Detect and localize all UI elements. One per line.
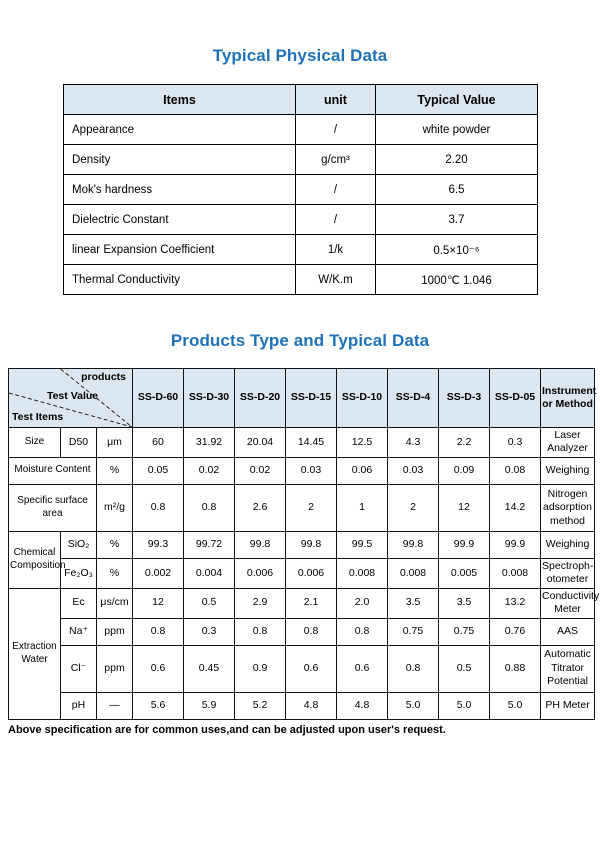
cell-value: 5.6: [133, 692, 184, 719]
cell-instrument-or-method: [541, 692, 595, 719]
cell-value: 2: [286, 484, 337, 531]
cell-value: 0.8: [184, 484, 235, 531]
cell-value: 12: [439, 484, 490, 531]
cell-group-label: Extraction Water: [9, 588, 61, 719]
column-header-product-1: SS-D-30: [184, 369, 235, 428]
cell-unit: W/K.m: [296, 265, 376, 295]
cell-instrument-or-method: [541, 645, 595, 692]
cell-group-label: Size: [9, 428, 61, 458]
instrument-line-2: Meter: [554, 603, 581, 616]
column-header-product-3: SS-D-15: [286, 369, 337, 428]
cell-typical-value: 0.5×10⁻⁶: [376, 235, 538, 265]
corner-label-products: products: [81, 371, 127, 383]
cell-instrument-or-method: [541, 618, 595, 645]
cell-instrument-or-method: [541, 457, 595, 484]
cell-value: 1: [337, 484, 388, 531]
cell-value: 99.8: [286, 531, 337, 558]
cell-value: 31.92: [184, 428, 235, 458]
cell-value: 2.1: [286, 588, 337, 618]
table-row: [64, 175, 538, 205]
table-row: [9, 645, 595, 692]
cell-value: 0.5: [184, 588, 235, 618]
corner-label-test-items: Test Items: [12, 410, 64, 423]
instrument-line-1: Automatic: [544, 648, 591, 661]
column-header-product-5: SS-D-4: [388, 369, 439, 428]
cell-instrument-or-method: [541, 484, 595, 531]
cell-value: 5.2: [235, 692, 286, 719]
page-title-typical-physical-data: Typical Physical Data: [212, 46, 388, 65]
column-header-items: Items: [64, 85, 296, 115]
cell-value: 0.8: [133, 484, 184, 531]
cell-value: 0.75: [388, 618, 439, 645]
column-header-typical-value: Typical Value: [376, 85, 538, 115]
cell-unit: μs/cm: [97, 588, 133, 618]
instrument-line-1: Spectroph-: [542, 559, 594, 572]
cell-value: 12.5: [337, 428, 388, 458]
cell-value: 0.008: [388, 558, 439, 588]
cell-value: 0.6: [133, 645, 184, 692]
cell-value: 12: [133, 588, 184, 618]
table-row: [64, 205, 538, 235]
products-type-and-typical-data-table: [8, 368, 600, 720]
instrument-line-1: AAS: [557, 624, 579, 637]
cell-typical-value: 6.5: [376, 175, 538, 205]
cell-value: 13.2: [490, 588, 541, 618]
cell-value: 0.3: [490, 428, 541, 458]
cell-unit: ppm: [97, 645, 133, 692]
cell-item: Appearance: [64, 115, 296, 145]
cell-value: 0.005: [439, 558, 490, 588]
page-title-products-type-and-typical-data: Products Type and Typical Data: [170, 331, 430, 350]
typical-physical-data-table: [63, 84, 538, 295]
instrument-line-3: Potential: [547, 675, 588, 688]
table-row: [64, 145, 538, 175]
cell-value: 99.72: [184, 531, 235, 558]
cell-value: 0.5: [439, 645, 490, 692]
cell-value: 0.006: [235, 558, 286, 588]
instrument-line-1: Weighing: [545, 464, 590, 477]
cell-value: 0.002: [133, 558, 184, 588]
cell-value: 0.8: [133, 618, 184, 645]
cell-value: 0.09: [439, 457, 490, 484]
cell-value: 4.8: [286, 692, 337, 719]
cell-value: 0.02: [235, 457, 286, 484]
diagonal-corner-header-cell: [9, 369, 133, 428]
instrument-header-line-1: Instrument: [542, 384, 597, 397]
table-row: [9, 531, 595, 558]
column-header-product-0: SS-D-60: [133, 369, 184, 428]
column-header-product-6: SS-D-3: [439, 369, 490, 428]
cell-value: 0.008: [337, 558, 388, 588]
cell-value: 0.8: [388, 645, 439, 692]
cell-typical-value: 1000℃ 1.046: [376, 265, 538, 295]
cell-value: 5.0: [439, 692, 490, 719]
cell-value: 14.45: [286, 428, 337, 458]
table-row: [9, 618, 595, 645]
cell-unit: /: [296, 205, 376, 235]
cell-value: 4.8: [337, 692, 388, 719]
cell-value: 2: [388, 484, 439, 531]
column-header-product-4: SS-D-10: [337, 369, 388, 428]
cell-unit: /: [296, 175, 376, 205]
cell-value: 0.6: [337, 645, 388, 692]
column-header-unit: unit: [296, 85, 376, 115]
cell-value: 0.88: [490, 645, 541, 692]
cell-value: 0.06: [337, 457, 388, 484]
cell-typical-value: 2.20: [376, 145, 538, 175]
cell-unit: ppm: [97, 618, 133, 645]
corner-label-test-value: Test Value: [46, 390, 99, 402]
column-header-instrument-or-method: [541, 369, 595, 428]
cell-unit: %: [97, 558, 133, 588]
cell-group-label: Specific surface area: [9, 484, 97, 531]
cell-value: 2.6: [235, 484, 286, 531]
cell-value: 0.05: [133, 457, 184, 484]
cell-item: linear Expansion Coefficient: [64, 235, 296, 265]
cell-value: 0.6: [286, 645, 337, 692]
cell-value: 20.04: [235, 428, 286, 458]
instrument-line-1: Nitrogen: [547, 487, 588, 500]
cell-typical-value: 3.7: [376, 205, 538, 235]
instrument-line-2: adsorption: [542, 501, 593, 514]
cell-value: 3.5: [439, 588, 490, 618]
cell-value: 0.8: [235, 618, 286, 645]
cell-value: 0.008: [490, 558, 541, 588]
cell-value: 2.0: [337, 588, 388, 618]
cell-value: 4.3: [388, 428, 439, 458]
table-row: [64, 115, 538, 145]
cell-value: 0.08: [490, 457, 541, 484]
cell-value: 0.9: [235, 645, 286, 692]
cell-value: 0.45: [184, 645, 235, 692]
cell-value: 0.03: [388, 457, 439, 484]
cell-instrument-or-method: [541, 428, 595, 458]
cell-value: 3.5: [388, 588, 439, 618]
cell-value: 5.0: [490, 692, 541, 719]
table-row: [9, 457, 595, 484]
cell-unit: /: [296, 115, 376, 145]
table-row: [9, 588, 595, 618]
instrument-line-2: Analyzer: [547, 442, 588, 455]
table-row: [9, 484, 595, 531]
cell-item: Mok's hardness: [64, 175, 296, 205]
products-type-table-wrapper: [8, 368, 600, 720]
cell-group-label: Moisture Content: [9, 457, 97, 484]
cell-value: 99.5: [337, 531, 388, 558]
specification-footnote: Above specification are for common uses,and can be adjusted upon user's request.: [8, 723, 446, 736]
table-row: [9, 692, 595, 719]
cell-sub-label: Na⁺: [61, 618, 97, 645]
cell-value: 99.8: [388, 531, 439, 558]
table-header-row: [64, 85, 538, 115]
cell-group-label: Chemical Composition: [9, 531, 61, 588]
instrument-header-line-2: or Method: [542, 398, 593, 410]
instrument-line-1: Conductivity: [542, 589, 600, 602]
instrument-line-3: method: [550, 514, 586, 527]
table-header-row: [9, 369, 595, 428]
cell-value: 14.2: [490, 484, 541, 531]
cell-sub-label: Ec: [61, 588, 97, 618]
cell-value: 5.9: [184, 692, 235, 719]
cell-item: Thermal Conductivity: [64, 265, 296, 295]
cell-value: 0.8: [337, 618, 388, 645]
cell-instrument-or-method: [541, 558, 595, 588]
cell-unit: —: [97, 692, 133, 719]
cell-value: 0.3: [184, 618, 235, 645]
cell-sub-label: D50: [61, 428, 97, 458]
cell-unit: %: [97, 457, 133, 484]
cell-unit: m²/g: [97, 484, 133, 531]
cell-unit: g/cm³: [296, 145, 376, 175]
cell-value: 99.9: [490, 531, 541, 558]
cell-value: 99.3: [133, 531, 184, 558]
cell-sub-label: Cl⁻: [61, 645, 97, 692]
cell-sub-label: pH: [61, 692, 97, 719]
cell-value: 60: [133, 428, 184, 458]
cell-value: 99.9: [439, 531, 490, 558]
cell-unit: 1/k: [296, 235, 376, 265]
cell-value: 0.03: [286, 457, 337, 484]
cell-unit: %: [97, 531, 133, 558]
cell-value: 0.006: [286, 558, 337, 588]
table-row: [9, 558, 595, 588]
table-row: [64, 235, 538, 265]
typical-physical-data-table-wrapper: [63, 84, 537, 295]
cell-item: Density: [64, 145, 296, 175]
cell-value: 2.2: [439, 428, 490, 458]
instrument-line-1: Laser: [554, 429, 581, 441]
cell-sub-label: SiO₂: [61, 531, 97, 558]
instrument-line-2: otometer: [546, 573, 589, 586]
table-row: [9, 428, 595, 458]
cell-sub-label: Fe₂O₃: [61, 558, 97, 588]
cell-value: 0.004: [184, 558, 235, 588]
cell-value: 0.02: [184, 457, 235, 484]
instrument-line-1: Weighing: [545, 538, 590, 551]
cell-value: 2.9: [235, 588, 286, 618]
cell-value: 5.0: [388, 692, 439, 719]
cell-typical-value: white powder: [376, 115, 538, 145]
instrument-line-2: Titrator: [551, 661, 584, 674]
cell-value: 0.8: [286, 618, 337, 645]
cell-value: 99.8: [235, 531, 286, 558]
column-header-product-2: SS-D-20: [235, 369, 286, 428]
cell-value: 0.75: [439, 618, 490, 645]
cell-value: 0.76: [490, 618, 541, 645]
column-header-product-7: SS-D-05: [490, 369, 541, 428]
cell-unit: μm: [97, 428, 133, 458]
cell-instrument-or-method: [541, 588, 600, 618]
cell-item: Dielectric Constant: [64, 205, 296, 235]
cell-instrument-or-method: [541, 531, 595, 558]
instrument-line-1: PH Meter: [545, 698, 590, 711]
table-row: [64, 265, 538, 295]
